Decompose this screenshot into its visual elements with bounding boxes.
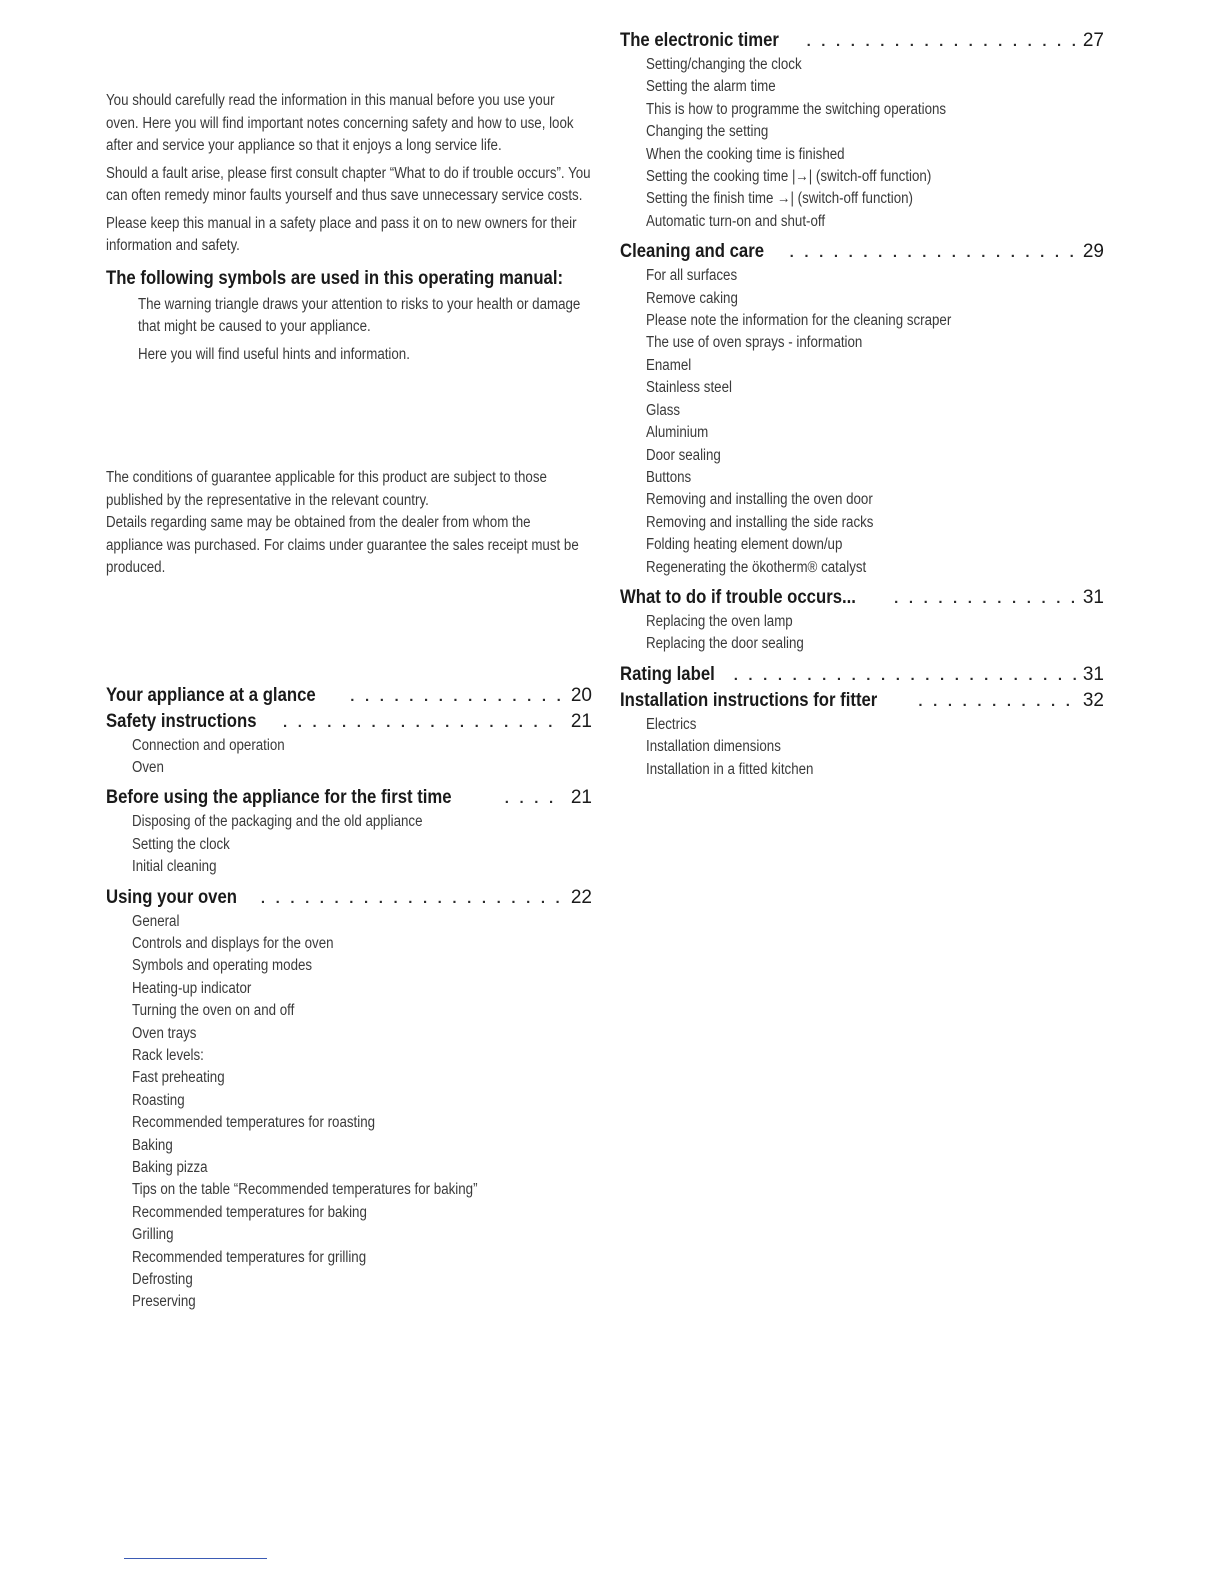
toc-heading <box>620 662 1104 688</box>
intro-paragraph: You should carefully read the information in this manual before you use your oven. Here you will find important notes concerning safety and how to use, look after and service your appliance so that it enjoys a long service life. <box>106 92 574 154</box>
toc-subitems <box>132 911 592 1314</box>
toc-page-number: 32 <box>1082 689 1104 711</box>
toc-subitem: Fast preheating <box>132 1069 225 1087</box>
toc-leader-dots <box>734 663 1076 688</box>
toc-subitem: Setting the clock <box>132 835 230 853</box>
toc-subitem: Oven <box>132 758 164 776</box>
toc-leader-dots <box>261 886 564 911</box>
toc-subitem: Baking pizza <box>132 1159 208 1176</box>
toc-page-number: 29 <box>1082 241 1104 263</box>
toc-subitem: Setting the finish time →| (switch-off function) <box>646 190 913 208</box>
intro-paragraph: Please keep this manual in a safety place and pass it on to new owners for their information and safety. <box>106 214 577 254</box>
toc-subitem: Door sealing <box>646 446 721 464</box>
guarantee-paragraph: Details regarding same may be obtained from the dealer from whom the appliance was purchased. For claims under guarantee the sales receipt must be produced. <box>106 514 579 576</box>
toc-subitem: Please note the information for the cleaning scraper <box>646 312 952 330</box>
toc-subitem: Setting the alarm time <box>646 78 776 96</box>
toc-section <box>620 585 1104 656</box>
toc-heading-title: Using your oven <box>106 886 237 908</box>
toc-page-number: 21 <box>570 787 592 809</box>
toc-subitem: Enamel <box>646 356 692 374</box>
toc-page-number: 31 <box>1082 663 1104 685</box>
toc-subitem: Removing and installing the oven door <box>646 491 873 509</box>
toc-heading-title: Safety instructions <box>106 710 257 732</box>
warning-symbol-text: The warning triangle draws your attention to risks to your health or damage that might be caused to your appliance. <box>138 295 581 335</box>
toc-subitem: Replacing the door sealing <box>646 635 804 653</box>
toc-leader-dots <box>350 684 564 709</box>
toc-subitem: Connection and operation <box>132 736 285 754</box>
table-of-contents-left <box>106 683 592 1314</box>
toc-subitem: Oven trays <box>132 1024 197 1042</box>
toc-subitem: Preserving <box>132 1293 196 1311</box>
toc-page-number: 21 <box>570 710 592 732</box>
toc-subitem: Heating-up indicator <box>132 979 252 997</box>
toc-subitem: Changing the setting <box>646 123 769 141</box>
toc-page-number: 31 <box>1082 586 1104 608</box>
toc-section <box>106 885 592 1314</box>
toc-heading <box>620 28 1104 54</box>
toc-subitems <box>132 811 592 878</box>
toc-page-number: 27 <box>1082 30 1104 51</box>
toc-subitem: Remove caking <box>646 289 738 307</box>
toc-heading <box>106 709 592 735</box>
left-column <box>106 90 592 1320</box>
toc-subitems <box>132 735 592 780</box>
toc-subitem: Removing and installing the side racks <box>646 513 874 531</box>
toc-heading-title: What to do if trouble occurs... <box>620 586 856 608</box>
toc-subitem: Automatic turn-on and shut-off <box>646 212 826 230</box>
toc-subitem: Tips on the table “Recommended temperatures for baking” <box>132 1181 478 1199</box>
toc-leader-dots <box>918 689 1076 714</box>
toc-subitem: General <box>132 912 180 930</box>
toc-heading <box>106 785 592 811</box>
toc-subitem: Aluminium <box>646 424 709 442</box>
toc-heading <box>106 683 592 709</box>
toc-subitem: Controls and displays for the oven <box>132 934 334 952</box>
toc-heading-title: Your appliance at a glance <box>106 684 316 706</box>
toc-subitem: Regenerating the ökotherm® catalyst <box>646 558 867 576</box>
toc-subitem: Recommended temperatures for grilling <box>132 1248 367 1266</box>
toc-section <box>620 662 1104 688</box>
toc-subitems <box>646 611 1104 656</box>
toc-subitem: Disposing of the packaging and the old appliance <box>132 813 423 831</box>
table-of-contents-right <box>620 28 1104 781</box>
toc-subitem: Installation in a fitted kitchen <box>646 760 814 778</box>
toc-subitem: Roasting <box>132 1091 185 1109</box>
hint-symbol-text: Here you will find useful hints and information. <box>138 345 410 363</box>
toc-subitem: Recommended temperatures for roasting <box>132 1114 376 1132</box>
toc-leader-dots <box>790 240 1076 265</box>
toc-page-number: 20 <box>570 684 592 706</box>
toc-heading-title: The electronic timer <box>620 30 779 51</box>
intro-paragraph: Should a fault arise, please first consult chapter “What to do if trouble occurs”. You can often remedy minor faults yourself and thus save unnecessary service costs. <box>106 164 591 204</box>
toc-leader-dots <box>283 710 564 735</box>
toc-subitem: When the cooking time is finished <box>646 145 845 163</box>
toc-subitems <box>646 265 1104 579</box>
toc-leader-dots <box>807 29 1076 54</box>
toc-section <box>620 239 1104 579</box>
toc-subitem: Buttons <box>646 468 692 486</box>
toc-subitem: Grilling <box>132 1226 174 1244</box>
guarantee-paragraph: The conditions of guarantee applicable for this product are subject to those published by the representative in the relevant country. <box>106 469 547 509</box>
toc-heading <box>620 585 1104 611</box>
toc-subitem: Recommended temperatures for baking <box>132 1203 367 1221</box>
toc-section <box>106 709 592 780</box>
toc-subitem: Glass <box>646 401 681 419</box>
toc-subitem: Turning the oven on and off <box>132 1002 295 1020</box>
toc-subitems <box>646 714 1104 781</box>
toc-subitem: Stainless steel <box>646 379 732 397</box>
toc-subitems <box>646 54 1104 233</box>
toc-heading-title: Cleaning and care <box>620 241 765 263</box>
toc-subitem: Folding heating element down/up <box>646 536 843 554</box>
toc-subitem: Installation dimensions <box>646 738 781 756</box>
toc-subitem: This is how to programme the switching operations <box>646 100 947 118</box>
toc-subitem: Rack levels: <box>132 1046 204 1064</box>
toc-section <box>620 28 1104 233</box>
toc-subitem: Initial cleaning <box>132 858 217 876</box>
footer-divider <box>124 1558 267 1559</box>
toc-heading <box>106 885 592 911</box>
toc-subitem: Setting the cooking time |→| (switch-off function) <box>646 168 932 186</box>
symbols-heading: The following symbols are used in this operating manual: <box>106 267 564 289</box>
toc-subitem: Setting/changing the clock <box>646 56 802 73</box>
toc-heading <box>620 688 1104 714</box>
toc-heading-title: Before using the appliance for the first time <box>106 787 452 809</box>
toc-leader-dots <box>894 586 1076 611</box>
toc-subitem: Replacing the oven lamp <box>646 612 793 630</box>
toc-page-number: 22 <box>570 886 592 908</box>
toc-section <box>106 785 592 878</box>
toc-subitem: The use of oven sprays - information <box>646 334 863 352</box>
toc-subitem: Symbols and operating modes <box>132 957 313 975</box>
toc-subitem: Baking <box>132 1136 173 1154</box>
toc-subitem: Electrics <box>646 715 697 733</box>
toc-section <box>620 688 1104 781</box>
toc-subitem: For all surfaces <box>646 267 738 285</box>
toc-leader-dots <box>505 786 564 811</box>
toc-section <box>106 683 592 709</box>
right-column <box>620 28 1104 787</box>
toc-heading-title: Installation instructions for fitter <box>620 689 878 711</box>
toc-heading <box>620 239 1104 265</box>
toc-heading-title: Rating label <box>620 663 715 685</box>
toc-subitem: Defrosting <box>132 1271 193 1289</box>
